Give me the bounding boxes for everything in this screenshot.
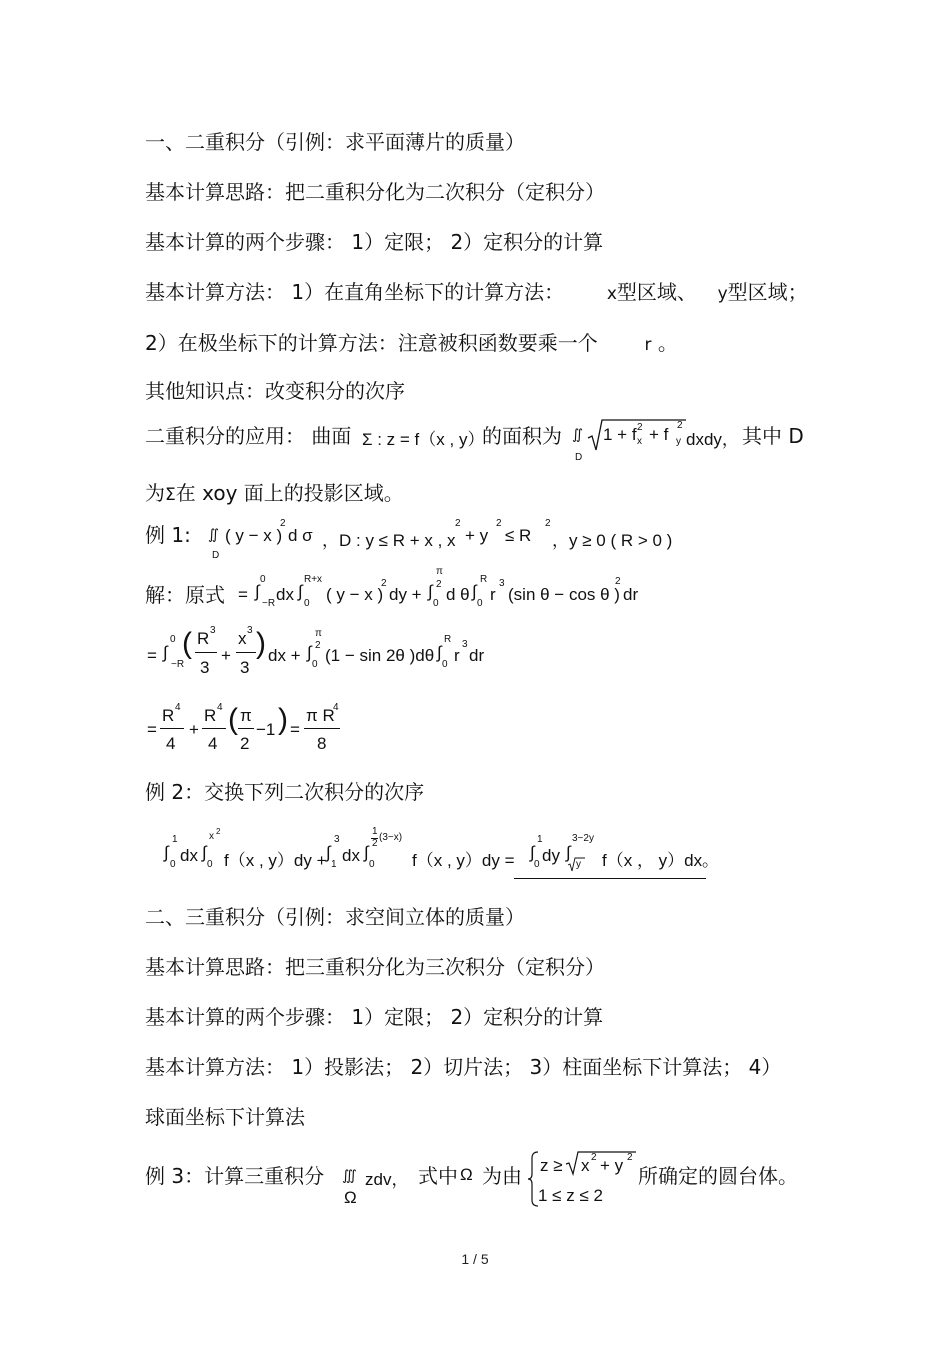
ex2-int6-lower-y: y [576, 859, 581, 870]
where-d-text: 其中 D [742, 424, 804, 448]
ex2-dy: dy [542, 846, 560, 865]
methods-text: 基本计算方法： 1）在直角坐标下的计算方法： [145, 280, 565, 304]
sol-int4-upper: R [480, 574, 488, 585]
sol-int3-lower: 0 [433, 598, 439, 609]
ex1-integrand-sup: 2 [280, 518, 286, 529]
fx-sub: x [637, 436, 642, 447]
projection-text-b: 在 xoy 面上的投影区域。 [175, 481, 404, 505]
sol3-eq: = [147, 720, 157, 739]
sol3-r4b-sup: 4 [217, 702, 223, 713]
ex1-double-integral: ∬ [208, 526, 220, 542]
ex2-int1-upper: 1 [172, 834, 178, 845]
sol3-pi: π [240, 706, 252, 725]
sol3-plus: + [189, 720, 199, 739]
sol3-r4a: R [162, 706, 175, 725]
sol3-lparen: ( [228, 703, 238, 736]
ex2-int4-lower: 0 [369, 859, 375, 870]
ex2-int3-upper: 3 [334, 834, 340, 845]
sol2-int3-lower: 0 [442, 659, 448, 670]
ex3-omega: Ω [460, 1165, 473, 1184]
ex1-y-sup: 2 [496, 518, 502, 529]
example2-label: 例 2：交换下列二次积分的次序 [145, 780, 425, 804]
sol3-pir: π R [306, 706, 335, 725]
sol-dx: dx [276, 585, 294, 604]
example3-label: 例 3：计算三重积分 [145, 1164, 325, 1188]
ex2-int6-upper: 3−2y [572, 833, 594, 844]
section1-steps: 基本计算的两个步骤： 1）定限； 2）定积分的计算 [145, 230, 604, 254]
example1-label: 例 1: [145, 523, 191, 547]
sol3-r4a-sup: 4 [175, 702, 181, 713]
ex3-cond2: 1 ≤ z ≤ 2 [538, 1186, 603, 1205]
section2-idea: 基本计算思路：把三重积分化为三次积分（定积分） [145, 955, 605, 979]
projection-line [145, 480, 404, 508]
sol-int3-pi: π [436, 566, 443, 577]
ex2-int1-lower: 0 [170, 859, 176, 870]
sol2-dx: dx + [268, 646, 301, 665]
fx-sup: 2 [637, 422, 643, 433]
sol-int4: ∫ [472, 582, 477, 601]
sol2-r3-sup: 3 [210, 625, 216, 636]
ex3-cond1-plus-y: + y [600, 1156, 624, 1175]
sol3-eq2: = [290, 720, 300, 739]
ex1-dsigma: d σ [288, 526, 313, 545]
ex2-int4-half-num: 1 [372, 826, 378, 837]
ex3-zdv: zdv， [365, 1170, 409, 1189]
sol3-frac1-den: 4 [166, 734, 176, 753]
sol3-frac3-bar [238, 728, 254, 729]
sol2-int3-upper: R [444, 634, 452, 645]
ex3-cond1-x: x [581, 1156, 590, 1175]
ex2-int2-lower: 0 [207, 859, 213, 870]
ex1-domain2: + y [465, 526, 489, 545]
solution-label: 解：原式 [145, 583, 225, 607]
ex1-region-d: D [212, 550, 220, 561]
ex3-cond1: z ≥ [540, 1156, 563, 1175]
area-integrand: 1 + f [603, 425, 637, 444]
sol2-int1-lower: −R [171, 659, 185, 670]
ex2-answer-underline [514, 878, 706, 879]
sol-int2: ∫ [298, 582, 303, 601]
sol3-frac2-den: 4 [208, 734, 218, 753]
sol2-mid: (1 − sin 2θ )dθ [325, 646, 435, 665]
ex2-int4: ∫ [364, 843, 369, 862]
fy-sup: 2 [677, 420, 683, 431]
ex2-int2: ∫ [202, 843, 207, 862]
area-text: 的面积为 [482, 424, 562, 448]
ex3-text-c: 所确定的圆台体。 [638, 1164, 798, 1188]
sol2-rparen: ) [256, 627, 266, 660]
ex1-domain3: ≤ R [505, 526, 532, 545]
ex2-int3-lower: 1 [331, 859, 337, 870]
ex2-int2-upper-x: x [209, 831, 214, 842]
double-integral-sign: ∬ [572, 426, 584, 442]
ex2-dx2: dx [342, 846, 360, 865]
sol-int1-upper: 0 [260, 574, 266, 585]
sol2-dr: dr [469, 646, 485, 665]
ex3-cond1-y-sup: 2 [627, 1152, 633, 1163]
sol-dr: dr [623, 585, 639, 604]
area-integrand-2: + f [649, 425, 669, 444]
sol2-lparen: ( [182, 627, 192, 660]
sol2-int1: ∫ [163, 643, 168, 662]
sol3-pir-sup: 4 [333, 702, 339, 713]
sol-integrand: ( y − x ) [326, 585, 384, 604]
ex3-triple-integral: ∭ [342, 1167, 357, 1183]
ex2-int4-upper: (3−x) [379, 832, 403, 843]
ex3-text-b: 为由 [482, 1164, 522, 1188]
section1-idea: 基本计算思路：把二重积分化为二次积分（定积分） [145, 180, 605, 204]
sol2-x3: x [238, 629, 247, 648]
polar-end: 。 [657, 331, 678, 355]
section2-methods: 基本计算方法： 1）投影法； 2）切片法； 3）柱面坐标下计算法； 4） [145, 1055, 782, 1079]
projection-sigma: Σ [165, 485, 176, 505]
region-d: D [575, 452, 583, 463]
sol3-frac3-den: 2 [240, 734, 250, 753]
ex2-int3: ∫ [326, 843, 331, 862]
sol-dy-plus: dy + [389, 585, 422, 604]
section1-other: 其他知识点：改变积分的次序 [145, 379, 405, 403]
ex1-r-sup: 2 [545, 518, 551, 529]
sol2-int2: ∫ [307, 643, 312, 662]
ex2-dx1: dx [180, 846, 198, 865]
sol2-r3: R [197, 629, 210, 648]
ex2-int4-half-den: 2 [372, 838, 378, 849]
sol2-r-sup: 3 [462, 639, 468, 650]
sol2-eq: = [147, 646, 157, 665]
methods-y-text: 型区域； [727, 280, 808, 304]
fy-sub: y [676, 436, 681, 447]
sol-int4-lower: 0 [477, 598, 483, 609]
sol2-plus: + [221, 646, 231, 665]
methods-x-text: 型区域、 [616, 280, 697, 304]
section1-methods-line [145, 279, 808, 307]
sol-integrand-sup: 2 [381, 578, 387, 589]
sol-dtheta: d θ [446, 585, 470, 604]
sol2-int2-lower: 0 [312, 659, 318, 670]
ex2-int2-upper-sup: 2 [216, 827, 221, 836]
section1-title: 一、二重积分（引例：求平面薄片的质量） [145, 130, 525, 154]
ex2-int5: ∫ [530, 843, 535, 862]
sol2-int2-pi: π [315, 628, 322, 639]
sol3-frac2-bar [202, 728, 226, 729]
ex2-int5-lower: 0 [534, 859, 540, 870]
sol2-int3: ∫ [437, 643, 442, 662]
sol3-frac1-bar [160, 728, 184, 729]
sol2-int2-two: 2 [315, 640, 321, 651]
page-number: 1 / 5 [461, 1251, 489, 1267]
ex3-cond1-x-sup: 2 [591, 1152, 597, 1163]
sol-r: r [490, 585, 496, 604]
ex2-rhs-b: f（x ， y）dx [602, 851, 703, 870]
sol2-x3-sup: 3 [247, 625, 253, 636]
methods-x: x [606, 284, 617, 304]
section2-title: 二、三重积分（引例：求空间立体的质量） [145, 905, 525, 929]
sol-eq: = [238, 585, 248, 604]
polar-r: r [644, 335, 652, 355]
polar-text: 2）在极坐标下的计算方法：注意被积函数要乘一个 [145, 331, 598, 355]
sol2-r: r [454, 646, 460, 665]
ex2-int1: ∫ [164, 843, 169, 862]
sol2-frac2-bar [236, 652, 256, 653]
sol3-frac4-den: 8 [317, 734, 327, 753]
sol-int2-lower: 0 [304, 598, 310, 609]
sol2-frac1-bar [195, 652, 217, 653]
sol-int1-lower: −R [262, 598, 276, 609]
sol-trig-sup: 2 [615, 576, 621, 587]
surface-equation: Σ : z = f（x , y） [362, 430, 485, 449]
sol-int3-two: 2 [436, 579, 442, 590]
application-text: 二重积分的应用： 曲面 [145, 424, 352, 448]
ex2-int5-upper: 1 [537, 834, 543, 845]
sol2-frac1-den: 3 [200, 658, 210, 677]
sol2-frac2-den: 3 [240, 658, 250, 677]
sol3-rparen: ) [278, 703, 288, 736]
sol-trig: (sin θ − cos θ ) [508, 585, 620, 604]
ex1-domain4: ，y ≥ 0 ( R > 0 ) [552, 531, 673, 550]
section2-methods2: 球面坐标下计算法 [145, 1105, 305, 1129]
sol3-minus1: −1 [256, 720, 276, 739]
sol-int3: ∫ [428, 582, 433, 601]
ex3-omega-sub: Ω [344, 1188, 357, 1207]
section1-polar-line [145, 330, 678, 358]
ex2-lhs-b: f（x , y）dy + [224, 851, 327, 870]
ex2-end: 。 [702, 851, 719, 870]
sol-r-sup: 3 [499, 578, 505, 589]
ex2-int6: ∫ [566, 843, 571, 862]
projection-text-a: 为 [145, 481, 165, 505]
sol-int2-upper: R+x [304, 574, 323, 585]
sol2-int1-upper: 0 [170, 634, 176, 645]
ex1-integrand: ( y − x ) [225, 526, 283, 545]
area-dxdy: dxdy， [686, 430, 739, 449]
methods-y: y [717, 284, 728, 304]
sol3-frac4-bar [304, 728, 340, 729]
section2-steps: 基本计算的两个步骤： 1）定限； 2）定积分的计算 [145, 1005, 604, 1029]
ex3-text-a: 式中 [418, 1164, 458, 1188]
sol-int1: ∫ [255, 582, 260, 601]
sol3-r4b: R [204, 706, 217, 725]
ex1-domain: ，D : y ≤ R + x , x [322, 531, 456, 550]
ex1-x-sup: 2 [455, 518, 461, 529]
ex2-lhs-d: f（x , y）dy = [412, 851, 515, 870]
